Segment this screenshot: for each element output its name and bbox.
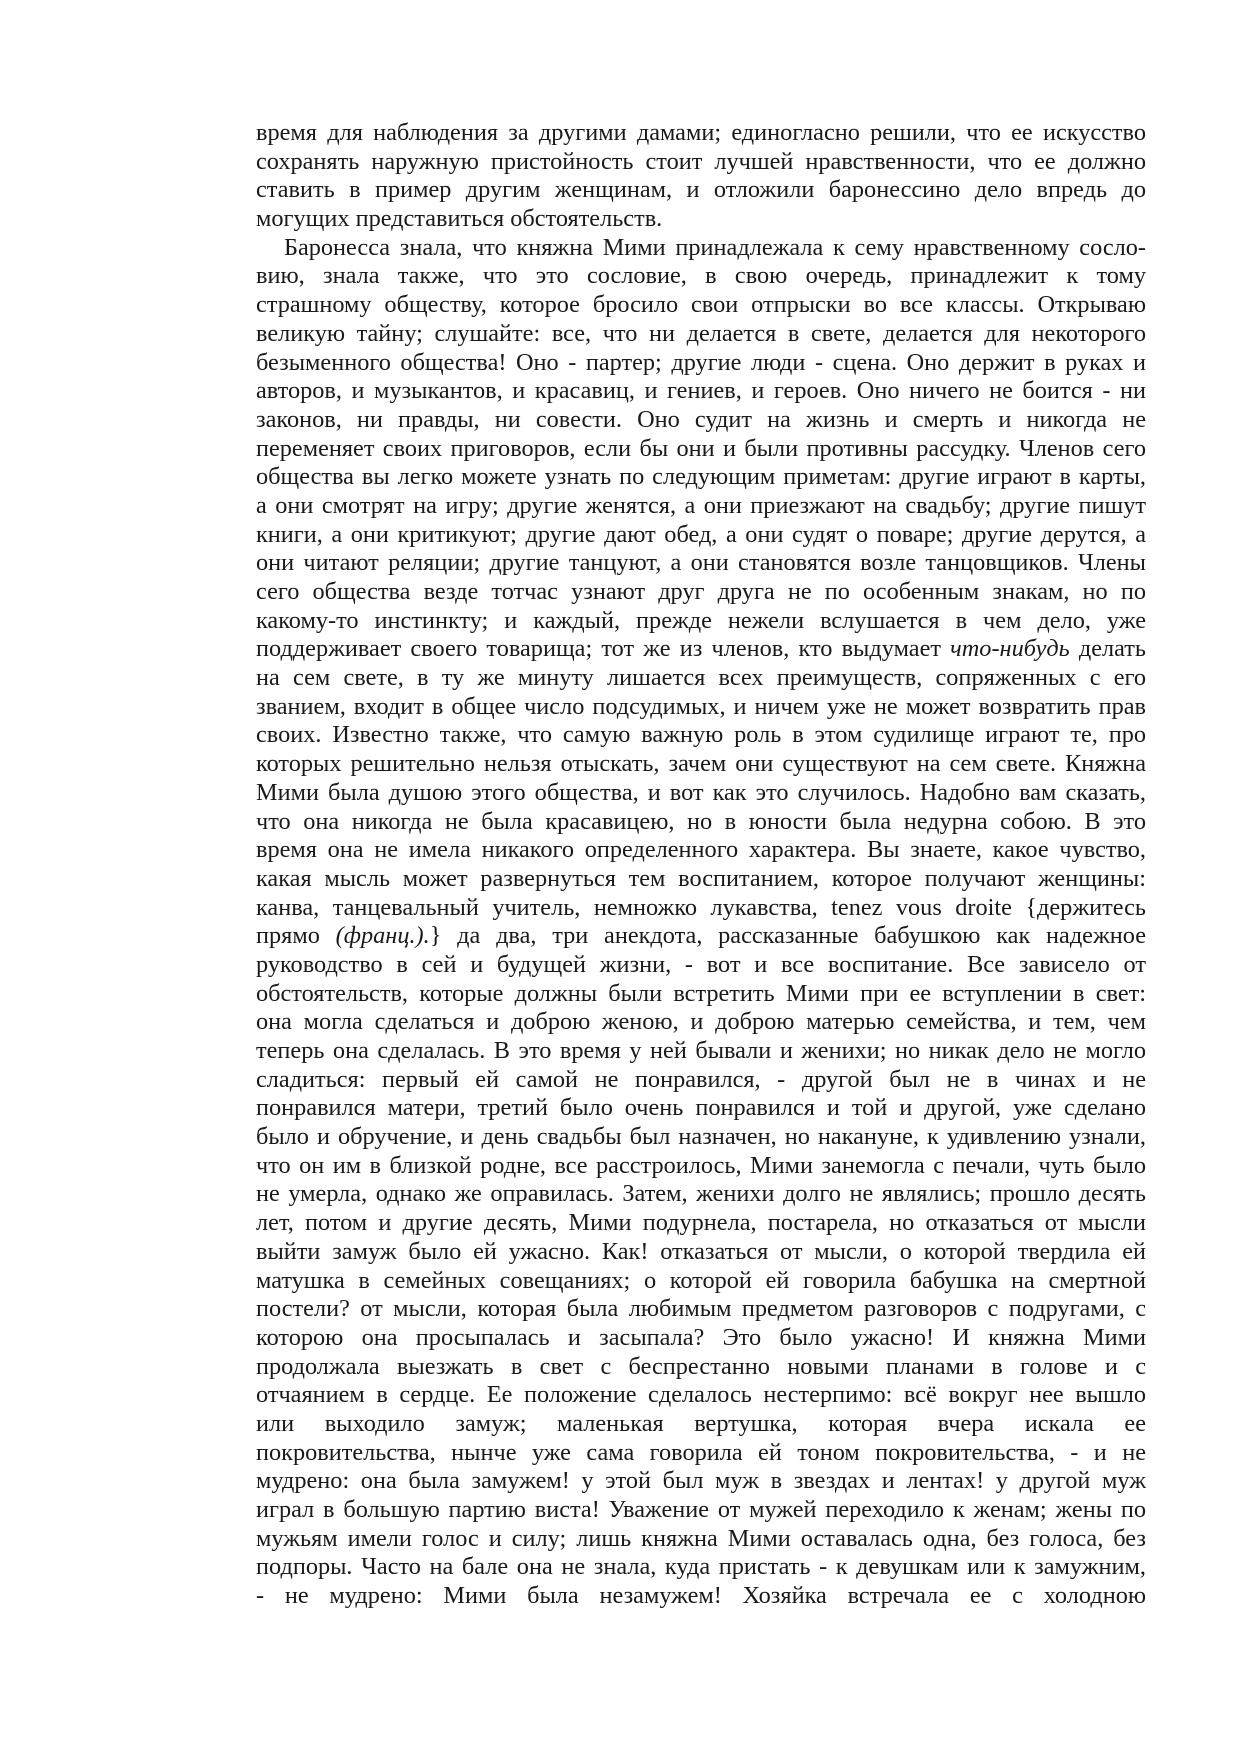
text-line: которых решительно нельзя отыскать, зачем они существуют на сем свете. Княжна xyxy=(256,750,1146,778)
text-line: могущих представиться обстоятельств. xyxy=(256,205,663,233)
text-line: она могла сделаться и доброю женою, и доброю матерью семейства, и тем, чем xyxy=(256,1008,1146,1036)
text-segment: } да два, три анекдота, рассказанные бабушкою как надежное xyxy=(429,922,1146,950)
text-line: покровительства, нынче уже сама говорила ей тоном покровительства, - и не xyxy=(256,1438,1146,1466)
text-line: мудрено: она была замужем! у этой был муж в звездах и лентах! у другой муж xyxy=(256,1467,1146,1495)
text-line: страшному обществу, которое бросило свои отпрыски во все классы. Открываю xyxy=(256,291,1146,319)
text-line: безыменного общества! Оно - партер; другие люди - сцена. Оно держит в руках и xyxy=(256,348,1146,376)
italic-segment: что-нибудь xyxy=(950,635,1070,663)
text-segment: прямо xyxy=(256,922,336,950)
text-line: сего общества везде тотчас узнают друг друга не по особенным знакам, но по xyxy=(256,578,1146,605)
text-line: авторов, и музыкантов, и красавиц, и гениев, и героев. Оно ничего не боится - ни xyxy=(256,377,1146,405)
text-line: что он им в близкой родне, все расстроилось, Мими занемогла с печали, чуть было xyxy=(256,1151,1146,1179)
text-line xyxy=(256,635,1146,664)
text-line: общества вы легко можете узнать по следующим приметам: другие играют в карты, xyxy=(256,463,1146,491)
text-line: званием, входит в общее число подсудимых, и ничем уже не может возвратить прав xyxy=(256,692,1146,720)
text-line: какому-то инстинкту; и каждый, прежде нежели вслушается в чем дело, уже xyxy=(256,606,1146,634)
text-line: постели? от мысли, которая была любимым предметом разговоров с подругами, с xyxy=(256,1295,1146,1323)
text-line: канва, танцевальный учитель, немножко лукавства, tenez vous droite {держитесь xyxy=(256,893,1146,921)
text-line: на сем свете, в ту же минуту лишается всех преимуществ, сопряженных с его xyxy=(256,664,1146,692)
text-line: обстоятельств, которые должны были встретить Мими при ее вступлении в свет: xyxy=(256,979,1146,1007)
text-line: переменяет своих приговоров, если бы они и были противны рассудку. Членов сего xyxy=(256,434,1146,462)
text-line: сохранять наружную пристойность стоит лучшей нравственности, что ее должно xyxy=(256,147,1146,175)
text-line: они читают реляции; другие танцуют, а они становятся возле танцовщиков. Члены xyxy=(256,549,1146,577)
text-line: а они смотрят на игру; другие женятся, а они приезжают на свадьбу; другие пишут xyxy=(256,491,1146,519)
text-line: не умерла, однако же оправилась. Затем, женихи долго не являлись; прошло десять xyxy=(256,1180,1146,1208)
text-line: выйти замуж было ей ужасно. Как! отказаться от мысли, о которой твердила ей xyxy=(256,1237,1146,1265)
text-line: теперь она сделалась. В это время у ней бывали и женихи; но никак дело не могло xyxy=(256,1037,1146,1064)
text-line: вию, знала также, что это сословие, в свою очередь, принадлежит к тому xyxy=(256,262,1146,290)
body-text xyxy=(256,119,1146,1611)
text-line: время она не имела никакого определенного характера. Вы знаете, какое чувство, xyxy=(256,836,1146,864)
text-line: какая мысль может развернуться тем воспитанием, которое получают женщины: xyxy=(256,864,1146,892)
text-line: отчаянием в сердце. Ее положение сделалось нестерпимо: всё вокруг нее вышло xyxy=(256,1381,1146,1409)
text-line: книги, а они критикуют; другие дают обед, а они судят о поваре; другие дерутся, а xyxy=(256,520,1146,548)
text-line: понравился матери, третий было очень понравился и той и другой, уже сделано xyxy=(256,1094,1146,1122)
text-line: законов, ни правды, ни совести. Оно судит на жизнь и смерть и никогда не xyxy=(256,405,1146,433)
text-line: Баронесса знала, что княжна Мими принадлежала к сему нравственному сосло- xyxy=(284,233,1146,261)
text-line: руководство в сей и будущей жизни, - вот и все воспитание. Все зависело от xyxy=(256,950,1146,978)
text-line: продолжала выезжать в свет с беспрестанно новыми планами в голове и с xyxy=(256,1352,1146,1380)
text-line: своих. Известно также, что самую важную роль в этом судилище играют те, про xyxy=(256,721,1146,749)
text-line: подпоры. Часто на бале она не знала, куда пристать - к девушкам или к замужним, xyxy=(256,1553,1146,1581)
text-segment: делать xyxy=(1069,635,1146,663)
text-line: которою она просыпалась и засыпала? Это было ужасно! И княжна Мими xyxy=(256,1323,1146,1351)
text-line xyxy=(256,922,1146,951)
text-line: было и обручение, и день свадьбы был назначен, но накануне, к удивлению узнали, xyxy=(256,1123,1146,1151)
text-line: или выходило замуж; маленькая вертушка, которая вчера искала ее xyxy=(256,1409,1146,1437)
text-line: лет, потом и другие десять, Мими подурнела, постарела, но отказаться от мысли xyxy=(256,1209,1146,1237)
text-line: ставить в пример другим женщинам, и отложили баронессино дело впредь до xyxy=(256,176,1146,204)
text-line: матушка в семейных совещаниях; о которой ей говорила бабушка на смертной xyxy=(256,1266,1146,1294)
text-line: - не мудрено: Мими была незамужем! Хозяйка встречала ее с холодною xyxy=(256,1582,1146,1610)
text-line: время для наблюдения за другими дамами; единогласно решили, что ее искусство xyxy=(256,119,1146,146)
text-segment: поддерживает своего товарища; тот же из членов, кто выдумает xyxy=(256,635,951,663)
text-line: играл в большую партию виста! Уважение от мужей переходило к женам; жены по xyxy=(256,1496,1146,1523)
text-line: Мими была душою этого общества, и вот как это случилось. Надобно вам сказать, xyxy=(256,778,1146,806)
text-line: великую тайну; слушайте: все, что ни делается в свете, делается для некоторого xyxy=(256,319,1146,347)
text-line: что она никогда не была красавицею, но в юности была недурна собою. В это xyxy=(256,807,1146,835)
text-line: мужьям имели голос и силу; лишь княжна Мими оставалась одна, без голоса, без xyxy=(256,1524,1146,1552)
italic-segment: (франц.). xyxy=(335,922,430,950)
text-line: сладиться: первый ей самой не понравился, - другой был не в чинах и не xyxy=(256,1065,1146,1093)
